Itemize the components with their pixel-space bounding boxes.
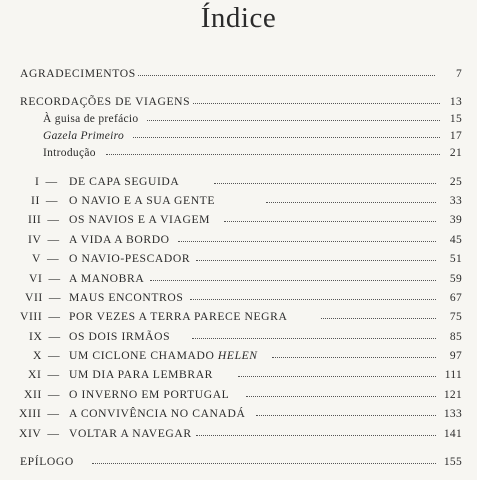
toc-entry-introducao[interactable] [0,144,477,162]
toc-page-number: 25 [449,176,462,188]
toc-entry-label: O NAVIO-PESCADOR [69,252,191,265]
toc-page-number: 13 [449,96,462,108]
toc-chapter-number: II — [31,194,59,207]
dot-leader [224,221,436,222]
toc-page-number: 67 [449,292,462,304]
toc-chapter-iii[interactable] [0,211,477,229]
toc-entry-label: A MANOBRA [69,272,145,285]
toc-page-number: 111 [444,369,462,381]
toc-page-number: 39 [449,214,462,226]
dot-leader [256,415,436,416]
toc-chapter-ix[interactable] [0,328,477,346]
dot-leader [272,357,436,358]
toc-page-number: 121 [443,389,462,401]
toc-page-number: 33 [449,195,462,207]
toc-chapter-number: VIII — [20,310,61,323]
toc-page-number: 75 [449,311,462,323]
toc-entry-label: A CONVIVÊNCIA NO CANADÁ [69,407,246,420]
toc-chapter-vi[interactable] [0,270,477,288]
toc-chapter-number: XIV — [19,427,60,440]
toc-chapter-xiii[interactable] [0,405,477,423]
toc-entry-label: UM CICLONE CHAMADO HELEN [69,349,258,362]
toc-entry-label: À guisa de prefácio [43,113,139,125]
toc-entry-label: OS DOIS IRMÃOS [69,330,171,343]
toc-entry-label: MAUS ENCONTROS [69,291,184,304]
dot-leader [133,137,440,138]
toc-chapter-number: IX — [29,330,61,343]
toc-chapter-v[interactable] [0,250,477,268]
toc-entry-label: O NAVIO E A SUA GENTE [69,194,216,207]
toc-entry-label: RECORDAÇÕES DE VIAGENS [20,95,191,108]
toc-entry-label: EPÍLOGO [20,455,74,468]
dot-leader [178,241,436,242]
toc-chapter-iv[interactable] [0,231,477,249]
dot-leader [150,280,436,281]
toc-entry-label: Gazela Primeiro [43,130,125,142]
toc-chapter-number: XI — [28,368,60,381]
dot-leader [190,299,436,300]
dot-leader [266,202,436,203]
dot-leader [138,75,435,76]
dot-leader [192,338,436,339]
toc-chapter-viii[interactable] [0,308,477,326]
toc-chapter-i[interactable] [0,173,477,191]
toc-chapter-vii[interactable] [0,289,477,307]
dot-leader [193,103,440,104]
toc-entry-prefacio[interactable] [0,110,477,128]
toc-entry-label: AGRADECIMENTOS [20,67,136,80]
toc-chapter-number: X — [33,349,61,362]
toc-chapter-number: VII — [25,291,62,304]
toc-chapter-x[interactable] [0,347,477,365]
toc-entry-gazela[interactable] [0,127,477,145]
dot-leader [92,463,436,464]
toc-chapter-xi[interactable] [0,366,477,384]
toc-entry-label: VOLTAR A NAVEGAR [69,427,192,440]
toc-chapter-number: III — [28,213,60,226]
toc-entry-label: Introdução [43,147,96,159]
toc-chapter-ii[interactable] [0,192,477,210]
toc-page-number: 133 [443,408,462,420]
toc-chapter-number: XII — [24,388,61,401]
toc-chapter-number: IV — [28,233,60,246]
toc-page-number: 59 [449,273,462,285]
dot-leader [147,120,440,121]
toc-chapter-xii[interactable] [0,386,477,404]
toc-chapter-number: XIII — [19,407,60,420]
toc-page-number: 21 [449,147,462,159]
toc-page-number: 155 [443,456,462,468]
toc-page-number: 141 [443,428,462,440]
toc-entry-label: DE CAPA SEGUIDA [69,175,180,188]
toc-page-number: 45 [449,234,462,246]
toc-entry-label-italic: HELEN [217,349,258,362]
toc-entry-label: O INVERNO EM PORTUGAL [69,388,230,401]
dot-leader [321,318,436,319]
toc-entry-label: POR VEZES A TERRA PARECE NEGRA [69,310,288,323]
page-title: Índice [200,2,277,34]
toc-page-number: 51 [449,253,462,265]
toc-page-number: 7 [455,68,462,80]
toc-entry-recordacoes[interactable] [0,93,477,111]
dot-leader [106,154,440,155]
toc-page-number: 15 [449,113,462,125]
dot-leader [238,376,436,377]
dot-leader [196,435,436,436]
toc-entry-agradecimentos[interactable] [0,65,477,83]
toc-page-number: 97 [449,350,462,362]
toc-chapter-xiv[interactable] [0,425,477,443]
toc-entry-label: UM DIA PARA LEMBRAR [69,368,214,381]
dot-leader [246,396,436,397]
toc-page-number: 85 [449,331,462,343]
toc-page-number: 17 [449,130,462,142]
toc-entry-epilogo[interactable] [0,453,477,471]
dot-leader [196,260,436,261]
toc-entry-label: A VIDA A BORDO [69,233,170,246]
toc-chapter-number: I — [35,175,58,188]
toc-chapter-number: VI — [29,272,61,285]
toc-entry-label: OS NAVIOS E A VIAGEM [69,213,211,226]
dot-leader [214,183,436,184]
toc-chapter-number: V — [32,252,60,265]
